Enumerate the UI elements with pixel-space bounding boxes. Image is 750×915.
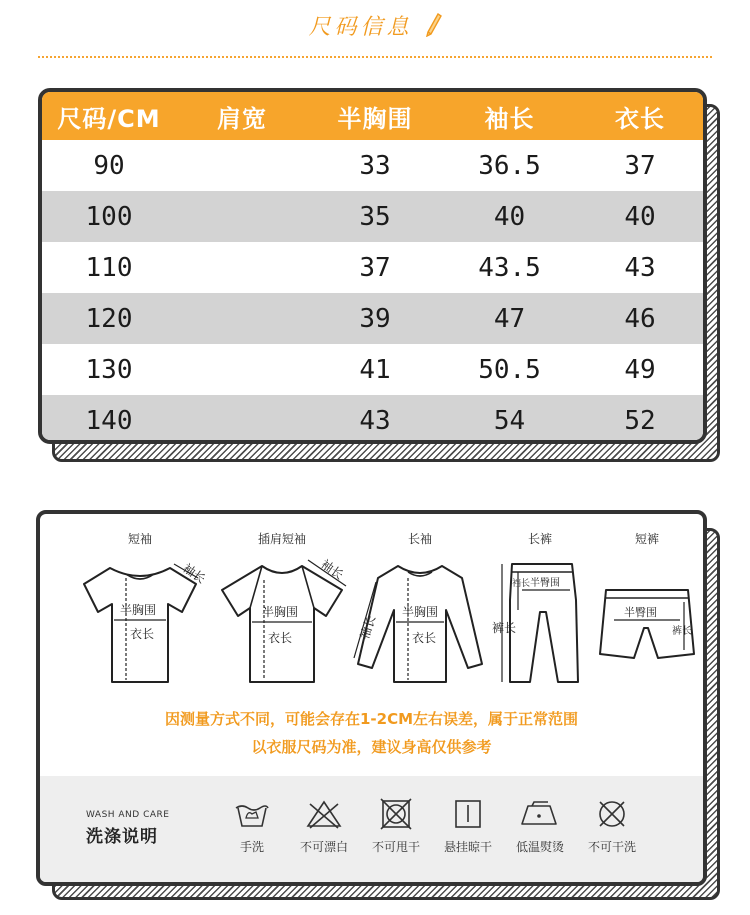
- care-item-no-bleach: [286, 798, 362, 855]
- care-heading: [86, 810, 206, 847]
- hip-label: 半臀围: [530, 578, 560, 589]
- cell-sleeve: 40: [442, 191, 577, 242]
- long-sleeve-shirt-icon: [350, 550, 490, 690]
- pencil-icon: [426, 13, 442, 43]
- cell-shoulder: [176, 242, 308, 293]
- header-divider: [38, 56, 712, 58]
- measurement-guide-card: [36, 510, 707, 886]
- chest-label: 半胸围: [120, 603, 157, 617]
- size-table: [42, 92, 703, 444]
- no-spin-dry-icon: [376, 798, 416, 830]
- sleeve-label: 袖长: [357, 613, 379, 641]
- care-item-hang-dry: [430, 798, 506, 855]
- garment-label: 长袖: [407, 532, 432, 546]
- care-item-no-dry-clean: [574, 798, 650, 855]
- cell-size: 120: [42, 293, 176, 344]
- cell-length: 49: [624, 354, 656, 385]
- cell-sleeve: 54: [442, 395, 577, 444]
- cell-size: 100: [42, 191, 176, 242]
- raglan-shirt-icon: [208, 550, 356, 690]
- hang-dry-icon: [448, 798, 488, 830]
- column-header-sleeve: 袖长: [442, 92, 577, 140]
- no-dry-clean-icon: [592, 798, 632, 830]
- column-header-size: 尺码/CM: [42, 92, 176, 140]
- cell-sleeve: 47: [442, 293, 577, 344]
- cell-chest: 39: [308, 293, 442, 344]
- long-pants-diagram: [490, 524, 590, 694]
- column-header-length: 衣长: [577, 92, 703, 140]
- cell-shoulder: [176, 293, 308, 344]
- column-header-chest: 半胸围: [308, 92, 442, 140]
- care-item-low-iron: [502, 798, 578, 855]
- cell-shoulder: [176, 140, 308, 191]
- cell-size: 110: [85, 252, 133, 283]
- long-pants-icon: [490, 550, 590, 690]
- care-item-no-spin-dry: [358, 798, 434, 855]
- cell-sleeve: 36.5: [478, 150, 541, 181]
- length-label-char: 衣长: [130, 627, 155, 641]
- table-row: [42, 140, 703, 191]
- cell-chest: 37: [359, 252, 391, 283]
- care-label: 手洗: [239, 840, 264, 854]
- pants-length-label: 裤长: [492, 621, 517, 635]
- table-row: [42, 395, 703, 444]
- table-row: [42, 293, 703, 344]
- sleeve-label: 袖长: [180, 560, 208, 587]
- cell-length: 40: [577, 191, 703, 242]
- no-bleach-icon: [304, 798, 344, 830]
- shorts-length-label: 裤长: [672, 626, 692, 637]
- short-sleeve-diagram: [70, 524, 210, 694]
- length-label: [130, 627, 154, 641]
- care-label: 不可甩干: [371, 840, 420, 854]
- cell-chest: 33: [359, 150, 391, 181]
- shorts-diagram: [592, 524, 702, 694]
- column-header-shoulder: 肩宽: [176, 92, 308, 140]
- cell-shoulder: [176, 191, 308, 242]
- cell-shoulder: [176, 344, 308, 395]
- cell-sleeve: 43.5: [478, 252, 541, 283]
- cell-size: 130: [85, 354, 133, 385]
- size-table-card: [38, 88, 707, 444]
- raglan-short-sleeve-diagram: [208, 524, 356, 694]
- section-title-text: 尺码信息: [308, 15, 413, 40]
- garment-label: 插肩短袖: [257, 532, 306, 546]
- cell-sleeve: 50.5: [478, 354, 541, 385]
- garment-diagrams: [40, 524, 703, 694]
- rise-label: 裆长: [512, 579, 531, 589]
- long-sleeve-diagram: [350, 524, 490, 694]
- care-label: 悬挂晾干: [443, 840, 492, 854]
- table-row: [42, 191, 703, 242]
- hand-wash-icon: [232, 798, 272, 830]
- care-heading-zh: 洗涤说明: [86, 827, 158, 847]
- cell-length: 52: [577, 395, 703, 444]
- table-header-row: [42, 92, 703, 140]
- length-label: 衣长: [412, 631, 437, 645]
- care-label: 不可漂白: [299, 840, 348, 854]
- hip-label: 半臀围: [624, 606, 657, 619]
- short-sleeve-shirt-icon: [70, 550, 210, 690]
- cell-shoulder: [176, 395, 308, 444]
- cell-chest: 41: [359, 354, 391, 385]
- section-title: [0, 10, 750, 43]
- care-heading-en: WASH AND CARE: [86, 810, 170, 820]
- cell-size: 140: [42, 395, 176, 444]
- chest-label: 半胸围: [262, 605, 299, 619]
- care-label: 低温熨烫: [515, 840, 564, 854]
- garment-label: 长裤: [527, 532, 552, 546]
- sleeve-label: 袖长: [318, 556, 346, 583]
- care-instructions: [40, 776, 703, 882]
- cell-size: 90: [93, 150, 125, 181]
- cell-length: 46: [577, 293, 703, 344]
- garment-label: 短裤: [634, 532, 659, 546]
- cell-length: 37: [624, 150, 656, 181]
- length-label: 衣长: [268, 631, 293, 645]
- cell-chest: 43: [308, 395, 442, 444]
- shorts-icon: [592, 550, 702, 690]
- table-row: [42, 242, 703, 293]
- low-iron-icon: [518, 798, 562, 830]
- table-row: [42, 344, 703, 395]
- garment-label: 短袖: [127, 532, 152, 546]
- care-item-hand-wash: [214, 798, 290, 855]
- cell-length: 43: [624, 252, 656, 283]
- cell-chest: 35: [308, 191, 442, 242]
- chest-label: 半胸围: [402, 605, 439, 619]
- care-label: 不可干洗: [587, 840, 636, 854]
- measurement-note-line1: 因测量方式不同，可能会存在1-2CM左右误差，属于正常范围: [164, 710, 579, 728]
- measurement-note-line2: 以衣服尺码为准，建议身高仅供参考: [251, 738, 492, 756]
